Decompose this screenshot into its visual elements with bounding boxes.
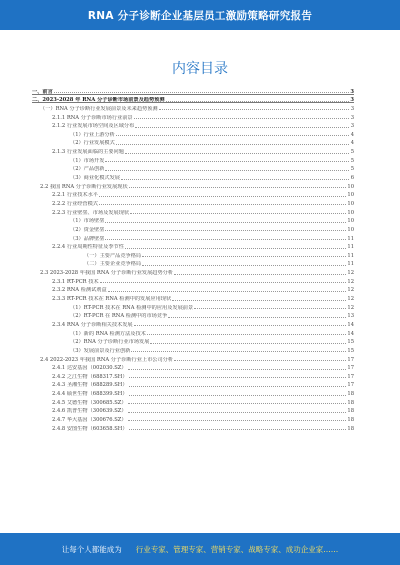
toc-entry-label: 二、2023-2028 年 RNA 分子诊断市场前景及趋势预测 (32, 97, 165, 104)
toc-entry-label: 一、前言 (32, 88, 53, 95)
toc-leader-dots (129, 377, 347, 378)
toc-leader-dots (174, 274, 346, 275)
toc-entry-label: 2.3.3 RT-PCR 技术在 RNA 检测中的发展应用现状 (52, 296, 172, 303)
toc-leader-dots (128, 420, 347, 421)
footer-slogan-left: 让每个人都能成为 (61, 544, 122, 554)
toc-entry-page: 6 (350, 175, 354, 182)
toc-entry-label: 2.3 2023-2028 年我国 RNA 分子诊断行业发展趋势分析 (40, 270, 174, 277)
toc-entry-page: 15 (347, 339, 354, 346)
toc-entry-page: 12 (347, 278, 354, 285)
toc-leader-dots (142, 256, 346, 257)
document-title: RNA 分子诊断企业基层员工激励策略研究报告 (87, 9, 313, 22)
toc-entry[interactable] (32, 276, 354, 285)
toc-entry[interactable] (32, 363, 354, 372)
toc-leader-dots (134, 118, 349, 119)
toc-entry-label: 2.2.2 行业经营模式 (52, 200, 98, 207)
toc-entry-page: 18 (347, 425, 354, 432)
toc-leader-dots (172, 300, 346, 301)
toc-entry-label: 2.4.1 达安基因（002030.SZ） (52, 365, 127, 372)
toc-entry-label: 2.2.3 行业壁垒、市场及发展现状 (52, 209, 130, 216)
toc-leader-dots (105, 170, 349, 171)
toc-entry-label: 2.4.6 凯普生物（300639.SZ） (52, 408, 127, 415)
header-bar (0, 0, 400, 30)
toc-entry-page: 5 (350, 157, 354, 164)
toc-entry-label: 2.4.5 艾德生物（300685.SZ） (52, 399, 127, 406)
toc-entry[interactable] (32, 103, 354, 112)
toc-leader-dots (130, 213, 346, 214)
toc-entry-label: 2.4.7 华大基因（300676.SZ） (52, 416, 127, 423)
toc-leader-dots (129, 386, 347, 387)
toc-entry[interactable] (32, 259, 354, 268)
toc-leader-dots (168, 317, 346, 318)
toc-entry-page: 3 (350, 114, 354, 121)
toc-entry[interactable] (32, 354, 354, 363)
toc-entry[interactable] (32, 190, 354, 199)
toc-entry-label: （2）行业发展模式 (70, 140, 115, 147)
toc-entry-page: 10 (347, 183, 354, 190)
toc-entry[interactable] (32, 285, 354, 294)
toc-entry-page: 10 (347, 226, 354, 233)
toc-entry[interactable] (32, 224, 354, 233)
toc-entry[interactable] (32, 250, 354, 259)
toc-entry-page: 12 (347, 287, 354, 294)
toc-leader-dots (135, 127, 349, 128)
toc-leader-dots (105, 239, 346, 240)
toc-entry-label: 2.2.4 行业周期性特征及季节性 (52, 244, 124, 251)
toc-entry[interactable] (32, 155, 354, 164)
footer-slogan-right: 行业专家、管理专家、营销专家、战略专家、成功企业家…… (135, 544, 339, 554)
toc-entry-page: 10 (347, 209, 354, 216)
toc-entry-page: 11 (347, 261, 354, 268)
toc-entry-label: 2.4.3 圣湘生物（688289.SH） (52, 382, 128, 389)
toc-entry-page: 17 (347, 373, 354, 380)
toc-entry-page: 17 (347, 382, 354, 389)
toc-leader-dots (105, 222, 346, 223)
table-of-contents (32, 86, 354, 432)
toc-entry[interactable] (32, 216, 354, 225)
toc-entry-page: 10 (347, 218, 354, 225)
toc-leader-dots (99, 204, 346, 205)
toc-entry[interactable] (32, 328, 354, 337)
toc-entry-page: 14 (347, 321, 354, 328)
toc-entry[interactable] (32, 388, 354, 397)
toc-leader-dots (108, 291, 347, 292)
toc-leader-dots (134, 325, 347, 326)
toc-entry-label: （1）RT-PCR 技术在 RNA 检测中的应用及发展前景 (70, 304, 194, 311)
toc-entry-page: 3 (350, 88, 354, 95)
toc-entry-page: 17 (347, 356, 354, 363)
toc-entry[interactable] (32, 406, 354, 415)
toc-leader-dots (116, 135, 349, 136)
toc-entry-label: （2）资金壁垒 (70, 226, 105, 233)
toc-leader-dots (128, 369, 347, 370)
toc-entry-label: （1）新的 RNA 检测方法及技术 (70, 330, 146, 337)
toc-leader-dots (174, 360, 346, 361)
toc-entry[interactable] (32, 267, 354, 276)
footer-bar (0, 533, 400, 565)
toc-entry-label: （一）主要产品竞争格局 (84, 252, 142, 259)
toc-entry[interactable] (32, 112, 354, 121)
toc-entry-page: 14 (347, 330, 354, 337)
toc-entry-label: （二）主要企业竞争格局 (84, 261, 142, 268)
toc-entry[interactable] (32, 380, 354, 389)
toc-entry-page: 18 (347, 416, 354, 423)
toc-entry-page: 11 (347, 244, 354, 251)
toc-leader-dots (105, 161, 349, 162)
toc-entry-label: 2.1.1 RNA 分子诊断市场行业前景 (52, 114, 133, 121)
toc-leader-dots (129, 395, 347, 396)
toc-entry[interactable] (32, 423, 354, 432)
toc-entry[interactable] (32, 311, 354, 320)
toc-entry-page: 5 (350, 166, 354, 173)
toc-heading: 内容目录 (172, 61, 228, 77)
toc-entry-page: 3 (350, 105, 354, 112)
toc-entry-label: 2.1.2 行业发展市场空间及区域分布 (52, 123, 135, 130)
toc-leader-dots (121, 179, 349, 180)
toc-entry-label: （3）商业化模式发展 (70, 175, 120, 182)
toc-entry-label: 2.1.3 行业发展面临的主要问题 (52, 149, 124, 156)
toc-entry[interactable] (32, 138, 354, 147)
toc-leader-dots (142, 265, 346, 266)
toc-entry-label: 2.4.8 安图生物（603658.SH） (52, 425, 128, 432)
toc-entry-label: （2）产品创新 (70, 166, 105, 173)
toc-leader-dots (129, 187, 347, 188)
toc-entry-label: 2.4 2022-2023 年我国 RNA 分子诊断行业上市公司分析 (40, 356, 174, 363)
toc-entry-page: 12 (347, 270, 354, 277)
toc-entry[interactable] (32, 371, 354, 380)
toc-leader-dots (54, 92, 349, 93)
toc-entry[interactable] (32, 345, 354, 354)
toc-entry-page: 10 (347, 200, 354, 207)
toc-entry[interactable] (32, 207, 354, 216)
toc-leader-dots (128, 403, 347, 404)
toc-leader-dots (125, 248, 346, 249)
toc-entry-page: 3 (350, 123, 354, 130)
toc-entry-label: （2）RNA 分子诊断行业市场发展 (70, 339, 150, 346)
toc-entry-label: 2.3.2 RNA 检测试剂盒 (52, 287, 107, 294)
toc-leader-dots (99, 196, 346, 197)
toc-entry-page: 13 (347, 313, 354, 320)
toc-entry-label: （一）RNA 分子诊断行业发展前景及未来趋势预测 (40, 105, 158, 112)
toc-entry-label: 2.3.4 RNA 分子诊断相关技术发展 (52, 321, 133, 328)
toc-entry[interactable] (32, 414, 354, 423)
toc-leader-dots (128, 412, 347, 413)
toc-entry-label: （1）市场壁垒 (70, 218, 105, 225)
toc-entry[interactable] (32, 293, 354, 302)
toc-entry-page: 18 (347, 391, 354, 398)
toc-entry-label: 2.2.1 行业技术水平 (52, 192, 98, 199)
toc-entry-label: （1）行业上游分析 (70, 131, 115, 138)
toc-entry[interactable] (32, 95, 354, 104)
toc-entry-page: 18 (347, 408, 354, 415)
toc-entry-page: 18 (347, 399, 354, 406)
toc-leader-dots (159, 109, 349, 110)
toc-entry[interactable] (32, 172, 354, 181)
toc-entry-label: （3）发展前景及行业创新 (70, 347, 131, 354)
toc-leader-dots (131, 351, 346, 352)
toc-entry-page: 5 (350, 149, 354, 156)
toc-entry-label: （1）市场开发 (70, 157, 105, 164)
toc-leader-dots (166, 101, 349, 102)
toc-entry[interactable] (32, 121, 354, 130)
toc-entry[interactable] (32, 181, 354, 190)
toc-entry[interactable] (32, 233, 354, 242)
toc-entry-page: 4 (350, 140, 354, 147)
toc-entry-label: 2.3.1 RT-PCR 技术 (52, 278, 99, 285)
toc-entry-label: 2.4.2 之江生物（688317.SH） (52, 373, 128, 380)
toc-leader-dots (129, 429, 347, 430)
toc-entry-label: （3）品牌壁垒 (70, 235, 105, 242)
toc-entry[interactable] (32, 164, 354, 173)
toc-entry[interactable] (32, 146, 354, 155)
toc-leader-dots (105, 230, 346, 231)
toc-entry-page: 4 (350, 131, 354, 138)
toc-leader-dots (194, 308, 346, 309)
toc-leader-dots (116, 144, 349, 145)
toc-entry[interactable] (32, 319, 354, 328)
toc-entry-page: 12 (347, 304, 354, 311)
toc-entry[interactable] (32, 129, 354, 138)
toc-entry-page: 15 (347, 347, 354, 354)
toc-entry-page: 11 (347, 252, 354, 259)
toc-entry-page: 10 (347, 192, 354, 199)
toc-entry-label: 2.2 我国 RNA 分子诊断行业发展现状 (40, 183, 128, 190)
toc-entry-label: （2）RT-PCR 在 RNA 检测中的市场竞争 (70, 313, 168, 320)
toc-leader-dots (125, 153, 349, 154)
toc-entry[interactable] (32, 86, 354, 95)
toc-entry[interactable] (32, 337, 354, 346)
toc-leader-dots (100, 282, 347, 283)
toc-entry-page: 11 (347, 235, 354, 242)
toc-entry[interactable] (32, 198, 354, 207)
toc-entry-label: 2.4.4 硕世生物（688399.SH） (52, 391, 128, 398)
toc-entry[interactable] (32, 302, 354, 311)
toc-entry-page: 17 (347, 365, 354, 372)
toc-entry-page: 3 (350, 97, 354, 104)
toc-entry[interactable] (32, 397, 354, 406)
toc-leader-dots (150, 343, 346, 344)
toc-entry[interactable] (32, 242, 354, 251)
toc-entry-page: 12 (347, 296, 354, 303)
toc-leader-dots (147, 334, 347, 335)
